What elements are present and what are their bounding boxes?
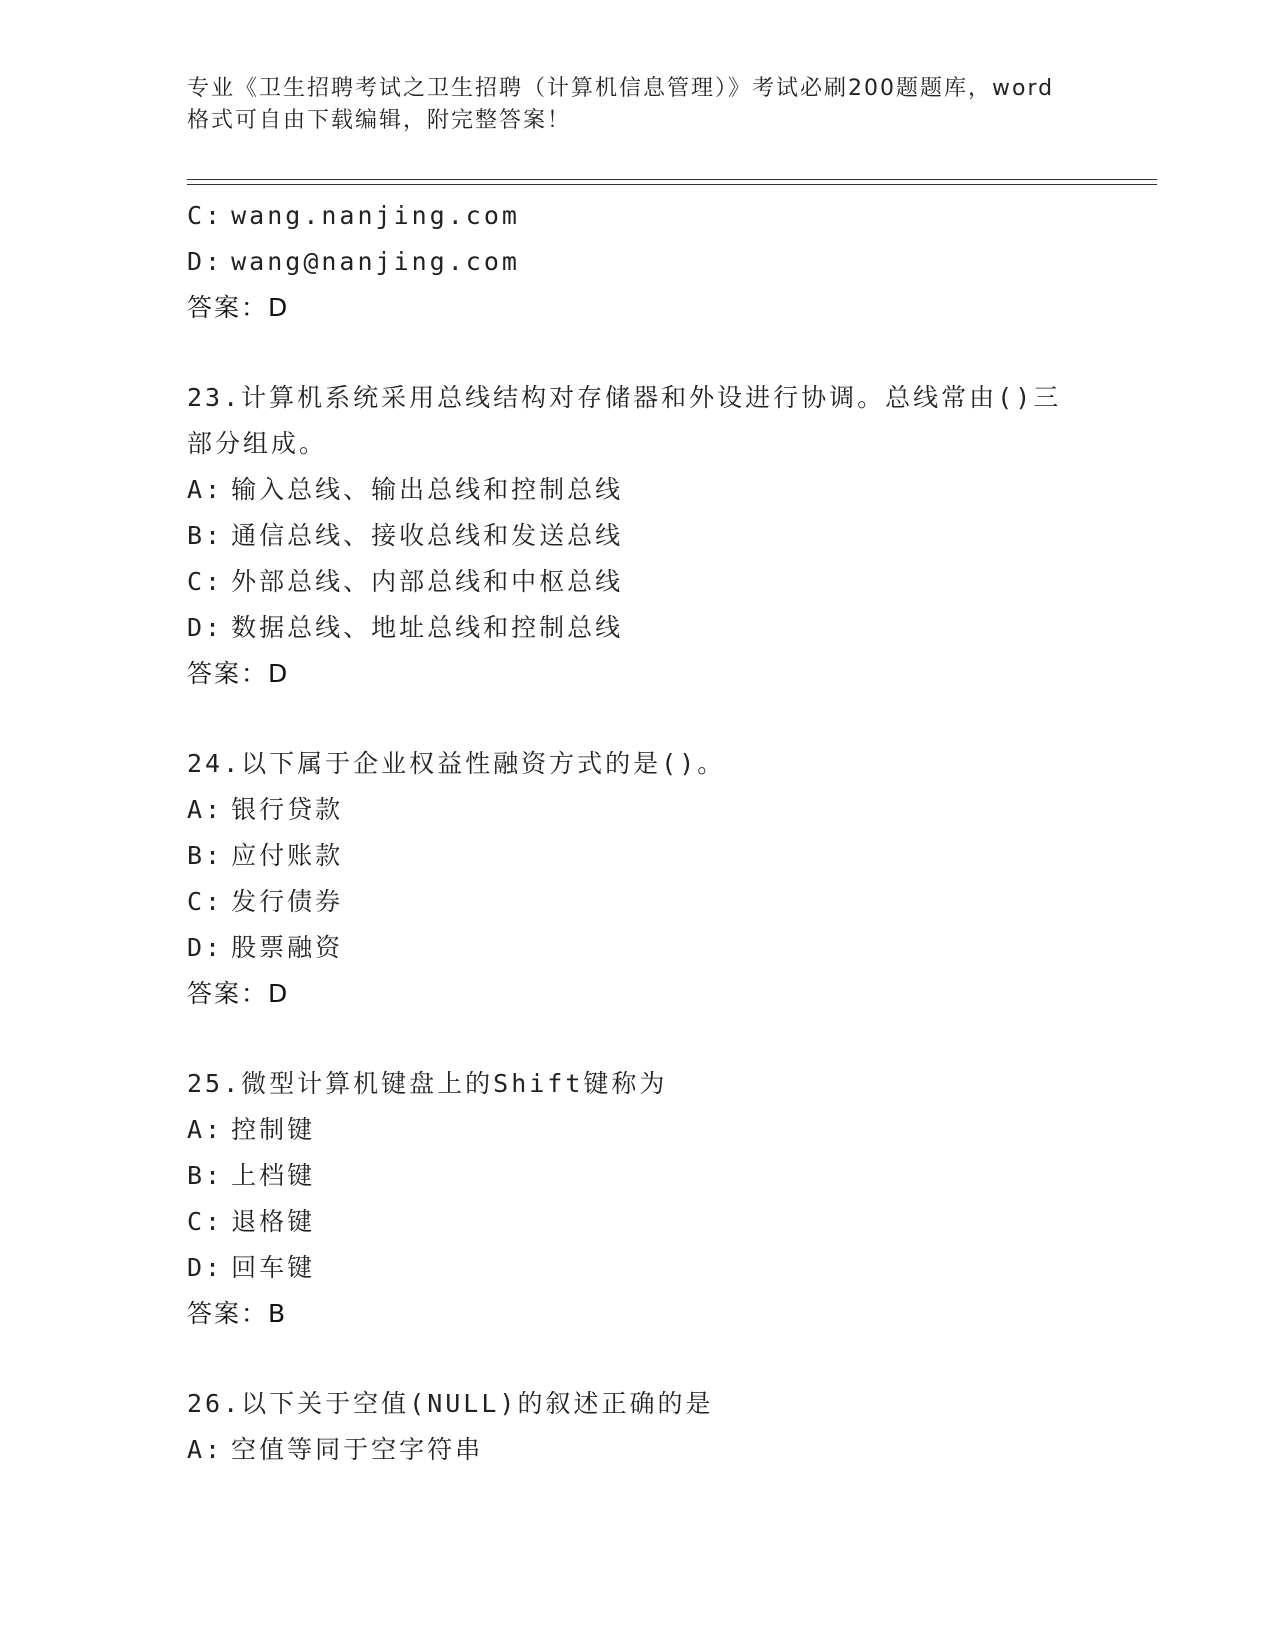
question-list	[187, 193, 1087, 1473]
question-24	[187, 741, 1087, 1017]
option-label: B:	[187, 1161, 224, 1190]
option-a	[187, 1427, 1087, 1473]
question-stem: 23.计算机系统采用总线结构对存储器和外设进行协调。总线常由()三	[187, 383, 1062, 412]
option-b	[187, 513, 1087, 559]
question-25	[187, 1061, 1087, 1337]
question-26	[187, 1381, 1087, 1473]
answer: 答案：D	[187, 293, 290, 322]
option-c	[187, 1199, 1087, 1245]
option-d	[187, 605, 1087, 651]
header-line-2: 格式可自由下载编辑，附完整答案！	[187, 108, 572, 133]
option-text: 数据总线、地址总线和控制总线	[231, 613, 624, 642]
header-divider-top	[187, 179, 1157, 180]
option-label: D:	[187, 1253, 224, 1282]
option-c	[187, 559, 1087, 605]
header-divider-bottom	[187, 184, 1157, 185]
option-text: 空值等同于空字符串	[231, 1435, 484, 1464]
option-label: A:	[187, 1115, 224, 1144]
option-text: 输入总线、输出总线和控制总线	[231, 475, 624, 504]
option-d	[187, 925, 1087, 971]
option-label: A:	[187, 475, 224, 504]
option-a	[187, 787, 1087, 833]
option-label: D:	[187, 613, 224, 642]
option-text: 应付账款	[231, 841, 344, 870]
option-b	[187, 833, 1087, 879]
option-label: A:	[187, 1435, 224, 1464]
option-label: C:	[187, 1207, 224, 1236]
question-23	[187, 375, 1087, 697]
option-text: 银行贷款	[231, 795, 344, 824]
option-d	[187, 1245, 1087, 1291]
option-label: C:	[187, 567, 224, 596]
question-stem-continued: 部分组成。	[187, 429, 328, 458]
option-b	[187, 1153, 1087, 1199]
option-c	[187, 879, 1087, 925]
option-text: 退格键	[231, 1207, 316, 1236]
header-line-1: 专业《卫生招聘考试之卫生招聘（计算机信息管理）》考试必刷200题题库，word	[187, 76, 1055, 101]
answer: 答案：B	[187, 1299, 288, 1328]
option-text: 外部总线、内部总线和中枢总线	[231, 567, 624, 596]
option-text: 发行债券	[231, 887, 344, 916]
option-label: B:	[187, 521, 224, 550]
option-text: wang.nanjing.com	[231, 201, 520, 230]
option-text: 上档键	[231, 1161, 316, 1190]
answer: 答案：D	[187, 659, 290, 688]
option-text: wang@nanjing.com	[231, 247, 520, 276]
option-label: D:	[187, 247, 224, 276]
question-stem: 25.微型计算机键盘上的Shift键称为	[187, 1069, 668, 1098]
option-label: B:	[187, 841, 224, 870]
option-label: D:	[187, 933, 224, 962]
option-label: C:	[187, 201, 224, 230]
answer: 答案：D	[187, 979, 290, 1008]
document-header	[187, 73, 1087, 137]
option-text: 回车键	[231, 1253, 316, 1282]
option-label: C:	[187, 887, 224, 916]
option-a	[187, 1107, 1087, 1153]
option-a	[187, 467, 1087, 513]
option-c	[187, 193, 1087, 239]
question-22	[187, 193, 1087, 331]
option-text: 股票融资	[231, 933, 344, 962]
question-stem: 24.以下属于企业权益性融资方式的是()。	[187, 749, 726, 778]
option-label: A:	[187, 795, 224, 824]
option-text: 通信总线、接收总线和发送总线	[231, 521, 624, 550]
option-d	[187, 239, 1087, 285]
option-text: 控制键	[231, 1115, 316, 1144]
question-stem: 26.以下关于空值(NULL)的叙述正确的是	[187, 1389, 714, 1418]
